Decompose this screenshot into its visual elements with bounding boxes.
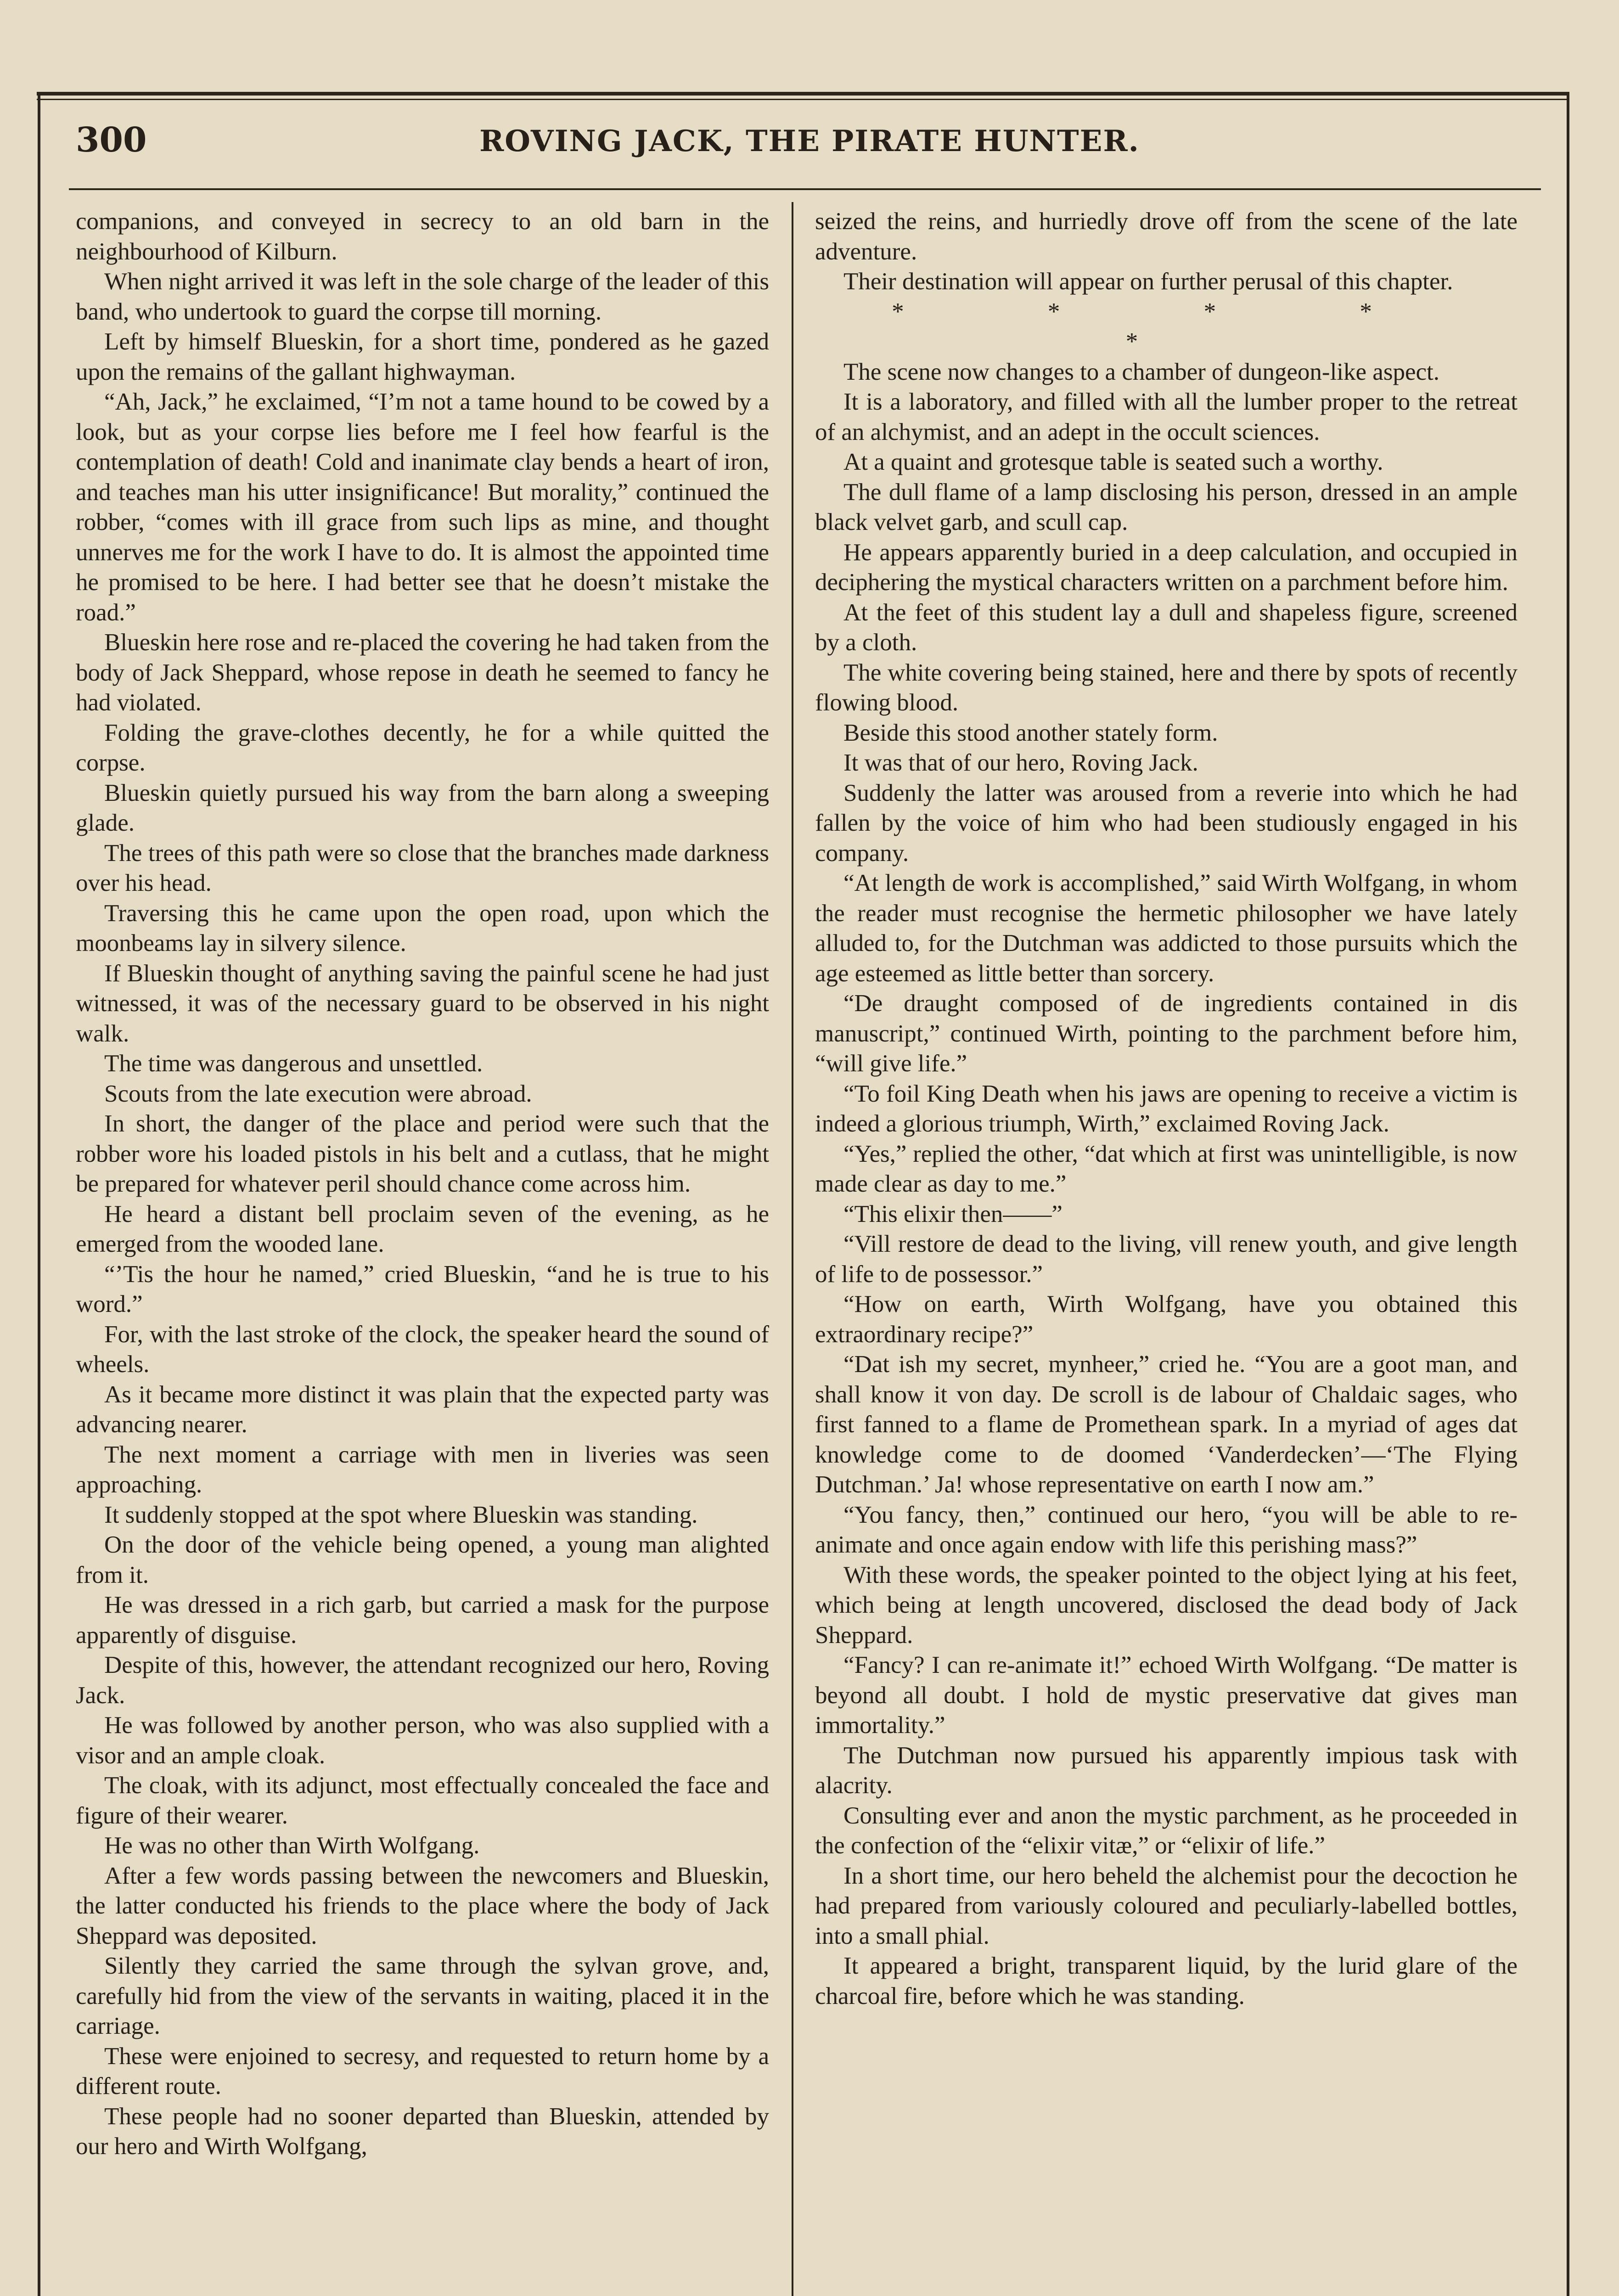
paragraph: seized the reins, and hurriedly drove off from the scene of the late adventure.: [815, 208, 1518, 265]
paragraph: He was followed by another person, who was also supplied with a visor and an ample cloak.: [76, 1712, 769, 1769]
paragraph: The dull flame of a lamp disclosing his person, dressed in an ample black velvet garb, and scull cap.: [815, 478, 1518, 535]
paragraph: Their destination will appear on further perusal of this chapter.: [843, 268, 1453, 295]
paragraph: Consulting ever and anon the mystic parchment, as he proceeded in the confection of the “elixir vitæ,” or “elixir of life.”: [815, 1802, 1518, 1859]
paragraph: These people had no sooner departed than Blueskin, attended by our hero and Wirth Wolfgang,: [76, 2103, 769, 2160]
paragraph: “Yes,” replied the other, “dat which at first was unintelligible, is now made clear as day to me.”: [815, 1140, 1518, 1197]
paragraph: Blueskin quietly pursued his way from the barn along a sweeping glade.: [76, 779, 769, 836]
right-border-rule: [1567, 92, 1569, 2296]
paragraph: He was no other than Wirth Wolfgang.: [104, 1832, 480, 1859]
paragraph: Scouts from the late execution were abroad.: [104, 1080, 532, 1107]
paragraph: “’Tis the hour he named,” cried Blueskin, “and he is true to his word.”: [76, 1261, 769, 1317]
paragraph: In a short time, our hero beheld the alchemist pour the decoction he had prepared from variously coloured and peculiarly-labelled bottles, into a small phial.: [815, 1862, 1518, 1949]
right-text-column: [815, 207, 1518, 2296]
left-border-rule: [38, 92, 40, 2296]
paragraph: At a quaint and grotesque table is seated such a worthy.: [843, 449, 1383, 475]
paragraph: “Fancy? I can re-animate it!” echoed Wirth Wolfgang. “De matter is beyond all doubt. I hold de mystic preservative dat gives man immortality.”: [815, 1652, 1518, 1739]
paragraph: These were enjoined to secresy, and requested to return home by a different route.: [76, 2043, 769, 2099]
paragraph: On the door of the vehicle being opened, a young man alighted from it.: [76, 1531, 769, 1588]
paragraph: The Dutchman now pursued his apparently impious task with alacrity.: [815, 1742, 1518, 1799]
section-break-asterisks: * * * * *: [892, 298, 1441, 355]
paragraph: The white covering being stained, here and there by spots of recently flowing blood.: [815, 659, 1518, 716]
paragraph: Folding the grave-clothes decently, he for a while quitted the corpse.: [76, 719, 769, 776]
paragraph: Blueskin here rose and re-placed the covering he had taken from the body of Jack Sheppard, whose repose in death he seemed to fancy he had violated.: [76, 629, 769, 716]
paragraph: Silently they carried the same through the sylvan grove, and, carefully hid from the view of the servants in waiting, placed it in the carriage.: [76, 1953, 769, 2039]
running-title: ROVING JACK, THE PIRATE HUNTER.: [479, 124, 1140, 158]
paragraph: The trees of this path were so close that the branches made darkness over his head.: [76, 839, 769, 896]
paragraph: Left by himself Blueskin, for a short time, pondered as he gazed upon the remains of the gallant highwayman.: [76, 328, 769, 385]
paragraph: companions, and conveyed in secrecy to an old barn in the neighbourhood of Kilburn.: [76, 208, 769, 265]
paragraph: In short, the danger of the place and period were such that the robber wore his loaded pistols in his belt and a cutlass, that he might be prepared for whatever peril should chance come across him.: [76, 1110, 769, 1197]
top-border-thin-rule: [37, 99, 1568, 100]
paragraph: It appeared a bright, transparent liquid, by the lurid glare of the charcoal fire, before which he was standing.: [815, 1953, 1518, 2009]
paragraph: At the feet of this student lay a dull and shapeless figure, screened by a cloth.: [815, 599, 1518, 656]
paragraph: “De draught composed of de ingredients contained in dis manuscript,” continued Wirth, pointing to the parchment before him, “will give life.”: [815, 990, 1518, 1077]
paragraph: It is a laboratory, and filled with all the lumber proper to the retreat of an alchymist, and an adept in the occult sciences.: [815, 388, 1518, 445]
paragraph: If Blueskin thought of anything saving the painful scene he had just witnessed, it was of the necessary guard to be observed in his night walk.: [76, 960, 769, 1047]
paragraph: For, with the last stroke of the clock, the speaker heard the sound of wheels.: [76, 1321, 769, 1378]
header-rule: [69, 188, 1541, 190]
paragraph: “At length de work is accomplished,” said Wirth Wolfgang, in whom the reader must recognise the hermetic philosopher we have lately alluded to, for the Dutchman was addicted to those pursuits which the age esteemed as little better than sorcery.: [815, 870, 1518, 987]
paragraph: “How on earth, Wirth Wolfgang, have you obtained this extraordinary recipe?”: [815, 1291, 1518, 1348]
paragraph: When night arrived it was left in the sole charge of the leader of this band, who undertook to guard the corpse till morning.: [76, 268, 769, 325]
paragraph: “Vill restore de dead to the living, vill renew youth, and give length of life to de possessor.”: [815, 1231, 1518, 1288]
top-border-rule: [37, 92, 1568, 96]
paragraph: Despite of this, however, the attendant recognized our hero, Roving Jack.: [76, 1652, 769, 1709]
paragraph: The next moment a carriage with men in liveries was seen approaching.: [76, 1441, 769, 1498]
paragraph: After a few words passing between the newcomers and Blueskin, the latter conducted his friends to the place where the body of Jack Sheppard was deposited.: [76, 1862, 769, 1949]
paragraph: It suddenly stopped at the spot where Blueskin was standing.: [104, 1501, 698, 1528]
paragraph: As it became more distinct it was plain that the expected party was advancing nearer.: [76, 1381, 769, 1438]
paragraph: It was that of our hero, Roving Jack.: [843, 749, 1198, 776]
paragraph: Suddenly the latter was aroused from a reverie into which he had fallen by the voice of him who had been studiously engaged in his company.: [815, 779, 1518, 867]
paragraph: Traversing this he came upon the open road, upon which the moonbeams lay in silvery silence.: [76, 900, 769, 957]
paragraph: He heard a distant bell proclaim seven of the evening, as he emerged from the wooded lane.: [76, 1200, 769, 1257]
paragraph: “You fancy, then,” continued our hero, “you will be able to re-animate and once again endow with life this perishing mass?”: [815, 1501, 1518, 1558]
paragraph: The cloak, with its adjunct, most effectually concealed the face and figure of their wearer.: [76, 1772, 769, 1829]
paragraph: The time was dangerous and unsettled.: [104, 1050, 483, 1077]
paragraph: “To foil King Death when his jaws are opening to receive a victim is indeed a glorious triumph, Wirth,” exclaimed Roving Jack.: [815, 1080, 1518, 1137]
paragraph: The scene now changes to a chamber of dungeon-like aspect.: [843, 358, 1439, 385]
paragraph: “This elixir then——”: [843, 1200, 1062, 1227]
paragraph: “Dat ish my secret, mynheer,” cried he. “You are a goot man, and shall know it von day. De scroll is de labour of Chaldaic sages, who first fanned to a flame de Promethean spark. In a myriad of ages dat knowledge come to de doomed ‘Vanderdecken’—‘The Flying Dutchman.’ Ja! whose representative on earth I now am.”: [815, 1351, 1518, 1498]
paragraph: He appears apparently buried in a deep calculation, and occupied in deciphering the mystical characters written on a parchment before him.: [815, 539, 1518, 596]
column-divider-rule: [792, 202, 793, 2296]
paragraph: With these words, the speaker pointed to the object lying at his feet, which being at length uncovered, disclosed the dead body of Jack Sheppard.: [815, 1561, 1518, 1649]
paragraph: He was dressed in a rich garb, but carried a mask for the purpose apparently of disguise.: [76, 1592, 769, 1649]
page-number: 300: [76, 120, 147, 160]
left-text-column: [76, 207, 769, 2296]
paragraph: “Ah, Jack,” he exclaimed, “I’m not a tame hound to be cowed by a look, but as your corpse lies before me I feel how fearful is the contemplation of death! Cold and inanimate clay bends a heart of iron, and teaches man his utter insignificance! But morality,” continued the robber, “comes with ill grace from such lips as mine, and thought unnerves me for the work I have to do. It is almost the appointed time he promised to be here. I had better see that he doesn’t mistake the road.”: [76, 388, 769, 626]
paragraph: Beside this stood another stately form.: [843, 719, 1218, 746]
